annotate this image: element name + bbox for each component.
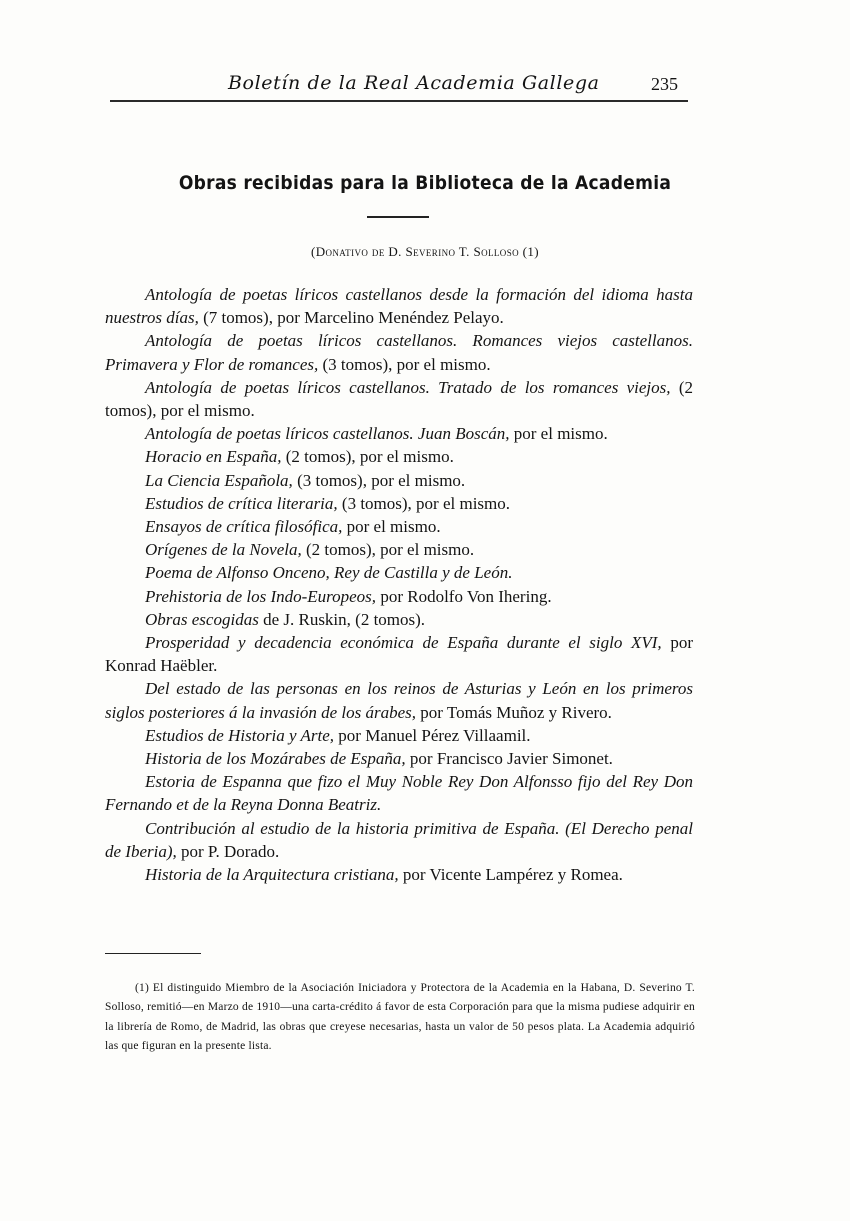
book-details: por Vicente Lampérez y Romea. xyxy=(398,865,623,885)
book-entry xyxy=(105,376,693,422)
book-details: por Francisco Javier Simonet. xyxy=(405,749,613,769)
book-title: Estudios de Historia y Arte, xyxy=(145,725,335,745)
book-entry xyxy=(105,515,693,538)
book-title: Prosperidad y decadencia económica de España durante el siglo XVI, xyxy=(145,633,662,653)
book-entry xyxy=(105,677,693,723)
book-entry xyxy=(105,283,693,329)
footnote-rule xyxy=(105,953,201,954)
donation-note: (Donativo de D. Severino T. Solloso (1) xyxy=(310,244,540,259)
book-title: Antología de poetas líricos castellanos. Romances viejos castellanos. Primavera y Flor de romances, xyxy=(105,331,693,374)
book-title: Antología de poetas líricos castellanos. Tratado de los romances viejos, xyxy=(145,377,671,397)
book-details: por el mismo. xyxy=(342,517,441,537)
book-title: Historia de los Mozárabes de España, xyxy=(145,749,406,769)
book-entry xyxy=(105,445,693,468)
running-title: Boletín de la Real Academia Gallega xyxy=(228,72,600,94)
book-title: Prehistoria de los Indo-Europeos, xyxy=(145,586,377,606)
book-list xyxy=(105,283,693,886)
book-entry xyxy=(105,422,693,445)
book-title: Horacio en España, xyxy=(145,447,282,467)
book-details: por Konrad Haëbler. xyxy=(105,633,693,676)
book-details: (2 tomos), por el mismo. xyxy=(105,377,693,421)
book-entry xyxy=(105,863,693,886)
book-title: Estudios de crítica literaria, xyxy=(145,493,338,513)
book-details: (3 tomos), por el mismo. xyxy=(318,354,491,374)
book-title: Contribución al estudio de la historia primitiva de España. (El Derecho penal de Iberia), xyxy=(105,818,693,861)
book-title: Poema de Alfonso Onceno, Rey de Castilla y de León. xyxy=(145,563,513,583)
book-title: Antología de poetas líricos castellanos. Juan Boscán, xyxy=(145,424,510,444)
book-details: por Tomás Muñoz y Rivero. xyxy=(416,702,612,722)
section-title: Obras recibidas para la Biblioteca de la Academia xyxy=(178,172,672,194)
book-entry xyxy=(105,747,693,770)
book-title: La Ciencia Española, xyxy=(145,470,293,490)
book-entry xyxy=(105,538,693,561)
book-details: por P. Dorado. xyxy=(176,841,280,861)
book-details: (3 tomos), por el mismo. xyxy=(337,493,511,513)
title-rule xyxy=(367,216,429,218)
book-entry xyxy=(105,585,693,608)
book-title: Del estado de las personas en los reinos de Asturias y León en los primeros siglos posteriores á la invasión de los árabes, xyxy=(105,679,693,722)
book-entry xyxy=(105,631,693,677)
book-details: (7 tomos), por Marcelino Menéndez Pelayo. xyxy=(198,308,504,328)
book-entry xyxy=(105,561,693,584)
book-title: Orígenes de la Novela, xyxy=(145,540,302,560)
book-details: por el mismo. xyxy=(509,424,608,444)
book-details: de J. Ruskin, (2 tomos). xyxy=(258,609,426,629)
page-number: 235 xyxy=(651,74,678,94)
header-rule xyxy=(110,100,688,102)
footnote: (1) El distinguido Miembro de la Asociación Iniciadora y Protectora de la Academia en la Habana, D. Severino T. Solloso, remitió—en Marzo de 1910—una carta-crédito á favor de esta Corporación para que la misma pudiese adquirir en la librería de Romo, de Madrid, las obras que creyese necesarias, hasta un valor de 50 pesos plata. La Academia adquirió las que figuran en la presente lista. xyxy=(105,981,695,1053)
book-title: Estoria de Espanna que fizo el Muy Noble Rey Don Alfonsso fijo del Rey Don Fernando et de la Reyna Donna Beatriz. xyxy=(105,772,693,815)
book-entry xyxy=(105,469,693,492)
book-entry xyxy=(105,770,693,816)
book-title: Obras escogidas xyxy=(145,609,259,629)
book-title: Ensayos de crítica filosófica, xyxy=(145,517,343,537)
book-entry xyxy=(105,492,693,515)
book-details: por Manuel Pérez Villaamil. xyxy=(334,725,531,745)
book-entry xyxy=(105,817,693,863)
book-entry xyxy=(105,724,693,747)
book-entry xyxy=(105,329,693,375)
book-details: (3 tomos), por el mismo. xyxy=(292,470,466,490)
book-details: (2 tomos), por el mismo. xyxy=(281,447,454,467)
book-details: (2 tomos), por el mismo. xyxy=(301,540,475,560)
running-header xyxy=(110,72,686,100)
book-title: Antología de poetas líricos castellanos desde la formación del idioma hasta nuestros días, xyxy=(105,285,693,328)
book-entry xyxy=(105,608,693,631)
book-details: por Rodolfo Von Ihering. xyxy=(376,586,552,606)
book-title: Historia de la Arquitectura cristiana, xyxy=(145,865,399,885)
